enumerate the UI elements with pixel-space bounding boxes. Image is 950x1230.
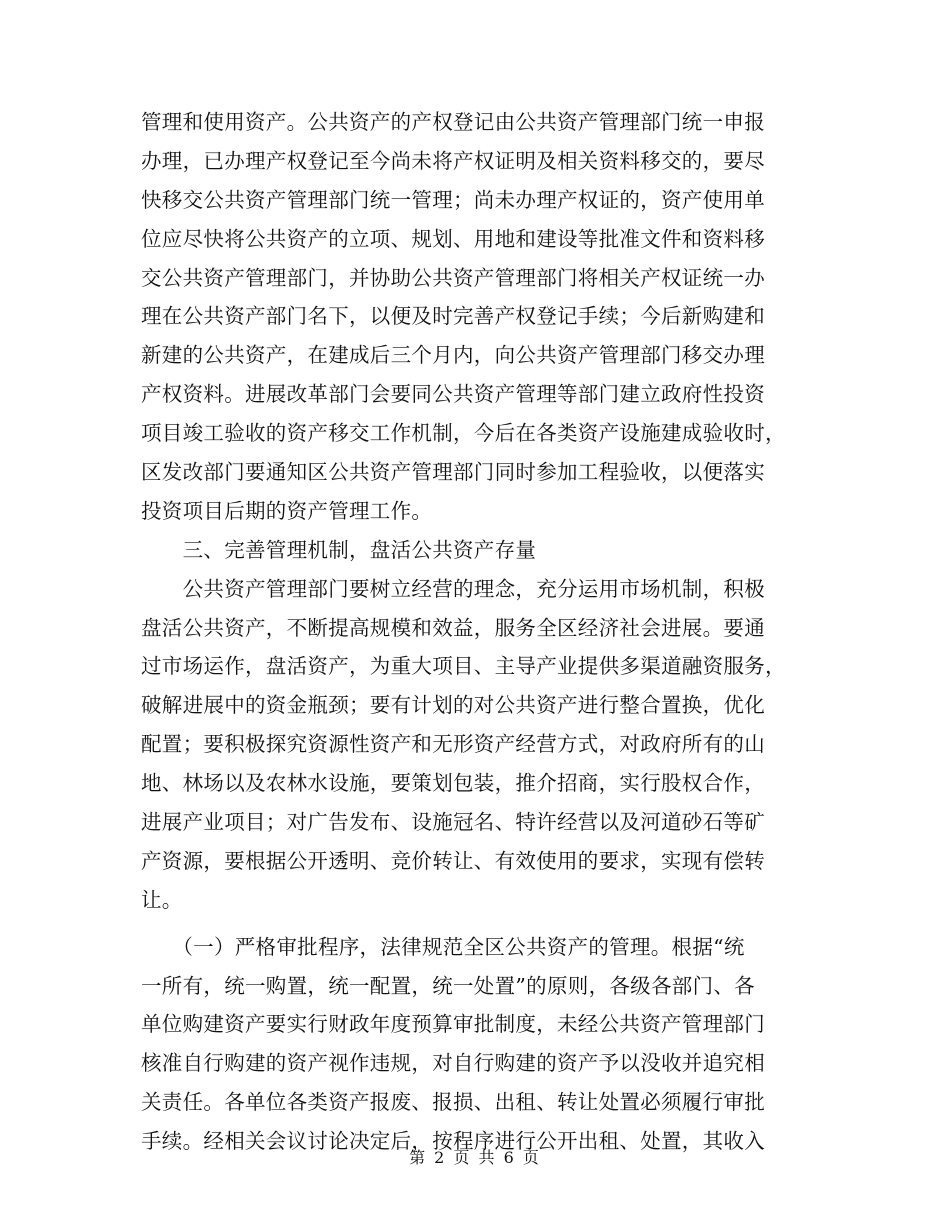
text-line: 管理和使用资产。公共资产的产权登记由公共资产管理部门统一申报	[141, 110, 765, 134]
text-line: 公共资产管理部门要树立经营的理念，充分运用市场机制，积极	[141, 576, 765, 601]
text-line: 手续。经相关会议讨论决定后，按程序进行公开出租、处置，其收入	[141, 1129, 765, 1154]
text-line: 单位购建资产要实行财政年度预算审批制度，未经公共资产管理部门	[141, 1012, 765, 1037]
text-line: 投资项目后期的资产管理工作。	[141, 498, 433, 523]
text-line: 快移交公共资产管理部门统一管理；尚未办理产权证的，资产使用单	[141, 187, 765, 212]
text-line: 核准自行购建的资产视作违规，对自行购建的资产予以没收并追究相	[141, 1051, 765, 1076]
text-line: 让。	[141, 887, 183, 912]
text-line: 地、林场以及农林水设施，要策划包装，推介招商，实行股权合作，	[141, 771, 765, 796]
paragraph-gap	[141, 920, 821, 928]
text-line: 理在公共资产部门名下，以便及时完善产权登记手续；今后新购建和	[141, 304, 765, 329]
text-line: 关责任。各单位各类资产报废、报损、出租、转让处置必须履行审批	[141, 1090, 765, 1115]
text-line: 进展产业项目；对广告发布、设施冠名、特许经营以及河道砂石等矿	[141, 810, 765, 835]
body-text	[141, 103, 821, 1161]
text-line: 办理，已办理产权登记至今尚未将产权证明及相关资料移交的，要尽	[141, 148, 765, 173]
text-line: （一）严格审批程序，法律规范全区公共资产的管理。根据“统	[141, 934, 745, 959]
text-line: 一所有，统一购置，统一配置，统一处置”的原则，各级各部门、各	[141, 973, 755, 998]
text-line: 盘活公共资产，不断提高规模和效益，服务全区经济社会进展。要通	[141, 615, 765, 640]
text-line: 交公共资产管理部门，并协助公共资产管理部门将相关产权证统一办	[141, 265, 765, 290]
text-line: 过市场运作，盘活资产，为重大项目、主导产业提供多渠道融资服务，	[141, 654, 786, 679]
section-heading: 三、完善管理机制，盘活公共资产存量	[141, 537, 537, 562]
text-line: 新建的公共资产，在建成后三个月内，向公共资产管理部门移交办理	[141, 343, 765, 368]
text-line: 区发改部门要通知区公共资产管理部门同时参加工程验收，以便落实	[141, 460, 765, 485]
text-line: 配置；要积极探究资源性资产和无形资产经营方式，对政府所有的山	[141, 732, 765, 757]
text-line: 产权资料。进展改革部门会要同公共资产管理等部门建立政府性投资	[141, 382, 765, 407]
text-line: 项目竣工验收的资产移交工作机制，今后在各类资产设施建成验收时，	[141, 421, 786, 446]
text-line: 位应尽快将公共资产的立项、规划、用地和建设等批准文件和资料移	[141, 226, 765, 251]
page-number-footer: 第 2 页 共 6 页	[409, 1148, 541, 1167]
text-line: 破解进展中的资金瓶颈；要有计划的对公共资产进行整合置换，优化	[141, 693, 765, 718]
text-line: 产资源，要根据公开透明、竞价转让、有效使用的要求，实现有偿转	[141, 848, 765, 873]
